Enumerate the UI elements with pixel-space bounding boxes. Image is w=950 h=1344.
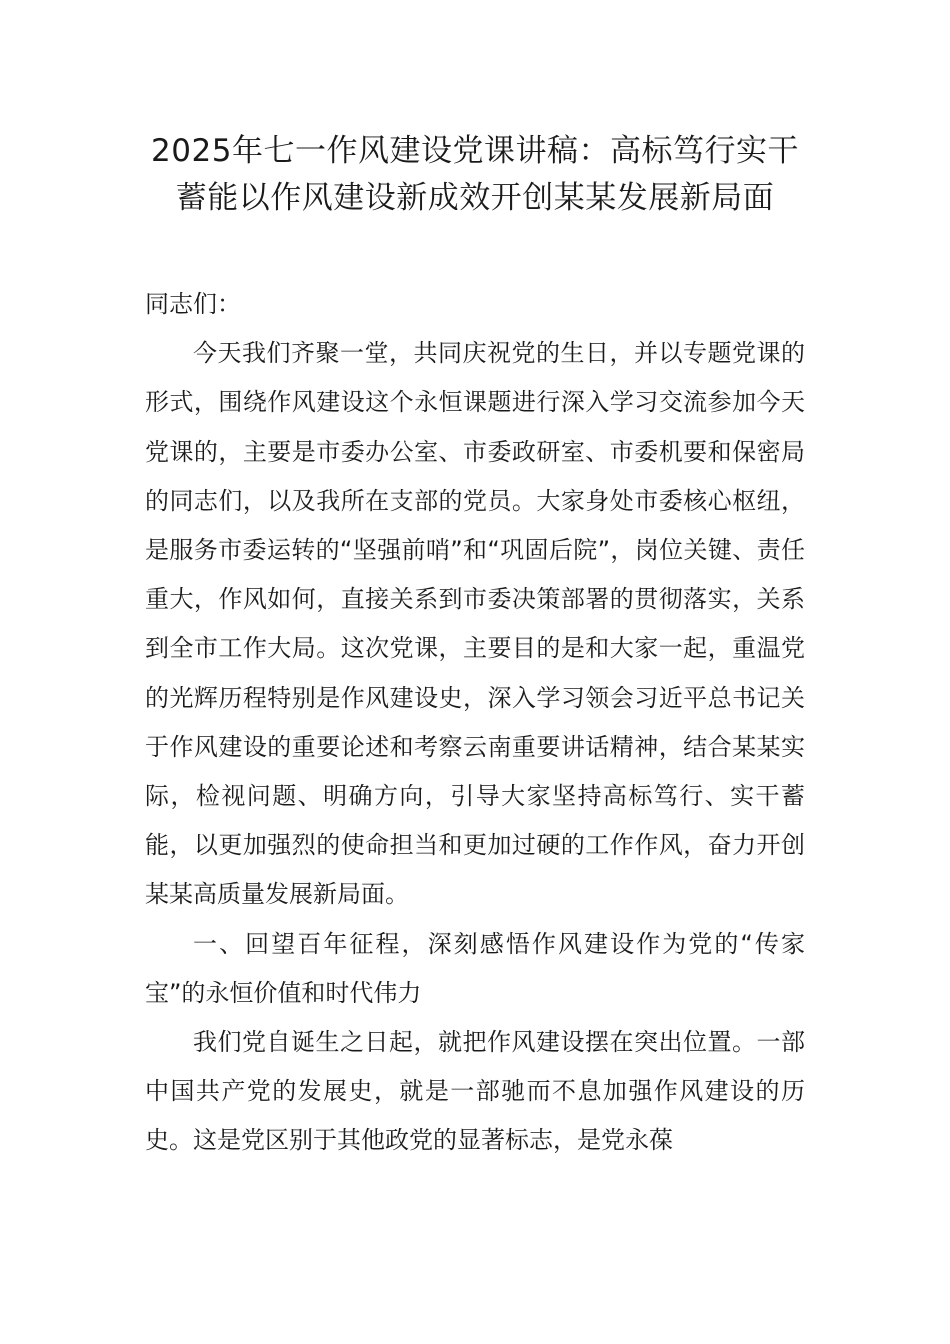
document-body <box>145 280 805 1166</box>
paragraph-intro: 今天我们齐聚一堂，共同庆祝党的生日，并以专题党课的形式，围绕作风建设这个永恒课题进行深入学习交流参加今天党课的，主要是市委办公室、市委政研室、市委机要和保密局的同志们，以及我所在支部的党员。大家身处市委核心枢纽，是服务市委运转的“坚强前哨”和“巩固后院”，岗位关键、责任重大，作风如何，直接关系到市委决策部署的贯彻落实，关系到全市工作大局。这次党课，主要目的是和大家一起，重温党的光辉历程特别是作风建设史，深入学习领会习近平总书记关于作风建设的重要论述和考察云南重要讲话精神，结合某某实际，检视问题、明确方向，引导大家坚持高标笃行、实干蓄能，以更加强烈的使命担当和更加过硬的工作作风，奋力开创某某高质量发展新局面。 <box>145 339 805 909</box>
document-title: 2025年七一作风建设党课讲稿：高标笃行实干蓄能以作风建设新成效开创某某发展新局面 <box>151 133 799 216</box>
salutation: 同志们： <box>145 290 241 318</box>
paragraph-section-1: 我们党自诞生之日起，就把作风建设摆在突出位置。一部中国共产党的发展史，就是一部驰而不息加强作风建设的历史。这是党区别于其他政党的显著标志，是党永葆 <box>145 1028 805 1155</box>
section-heading-1: 一、回望百年征程，深刻感悟作风建设作为党的“传家宝”的永恒价值和时代伟力 <box>145 929 805 1007</box>
